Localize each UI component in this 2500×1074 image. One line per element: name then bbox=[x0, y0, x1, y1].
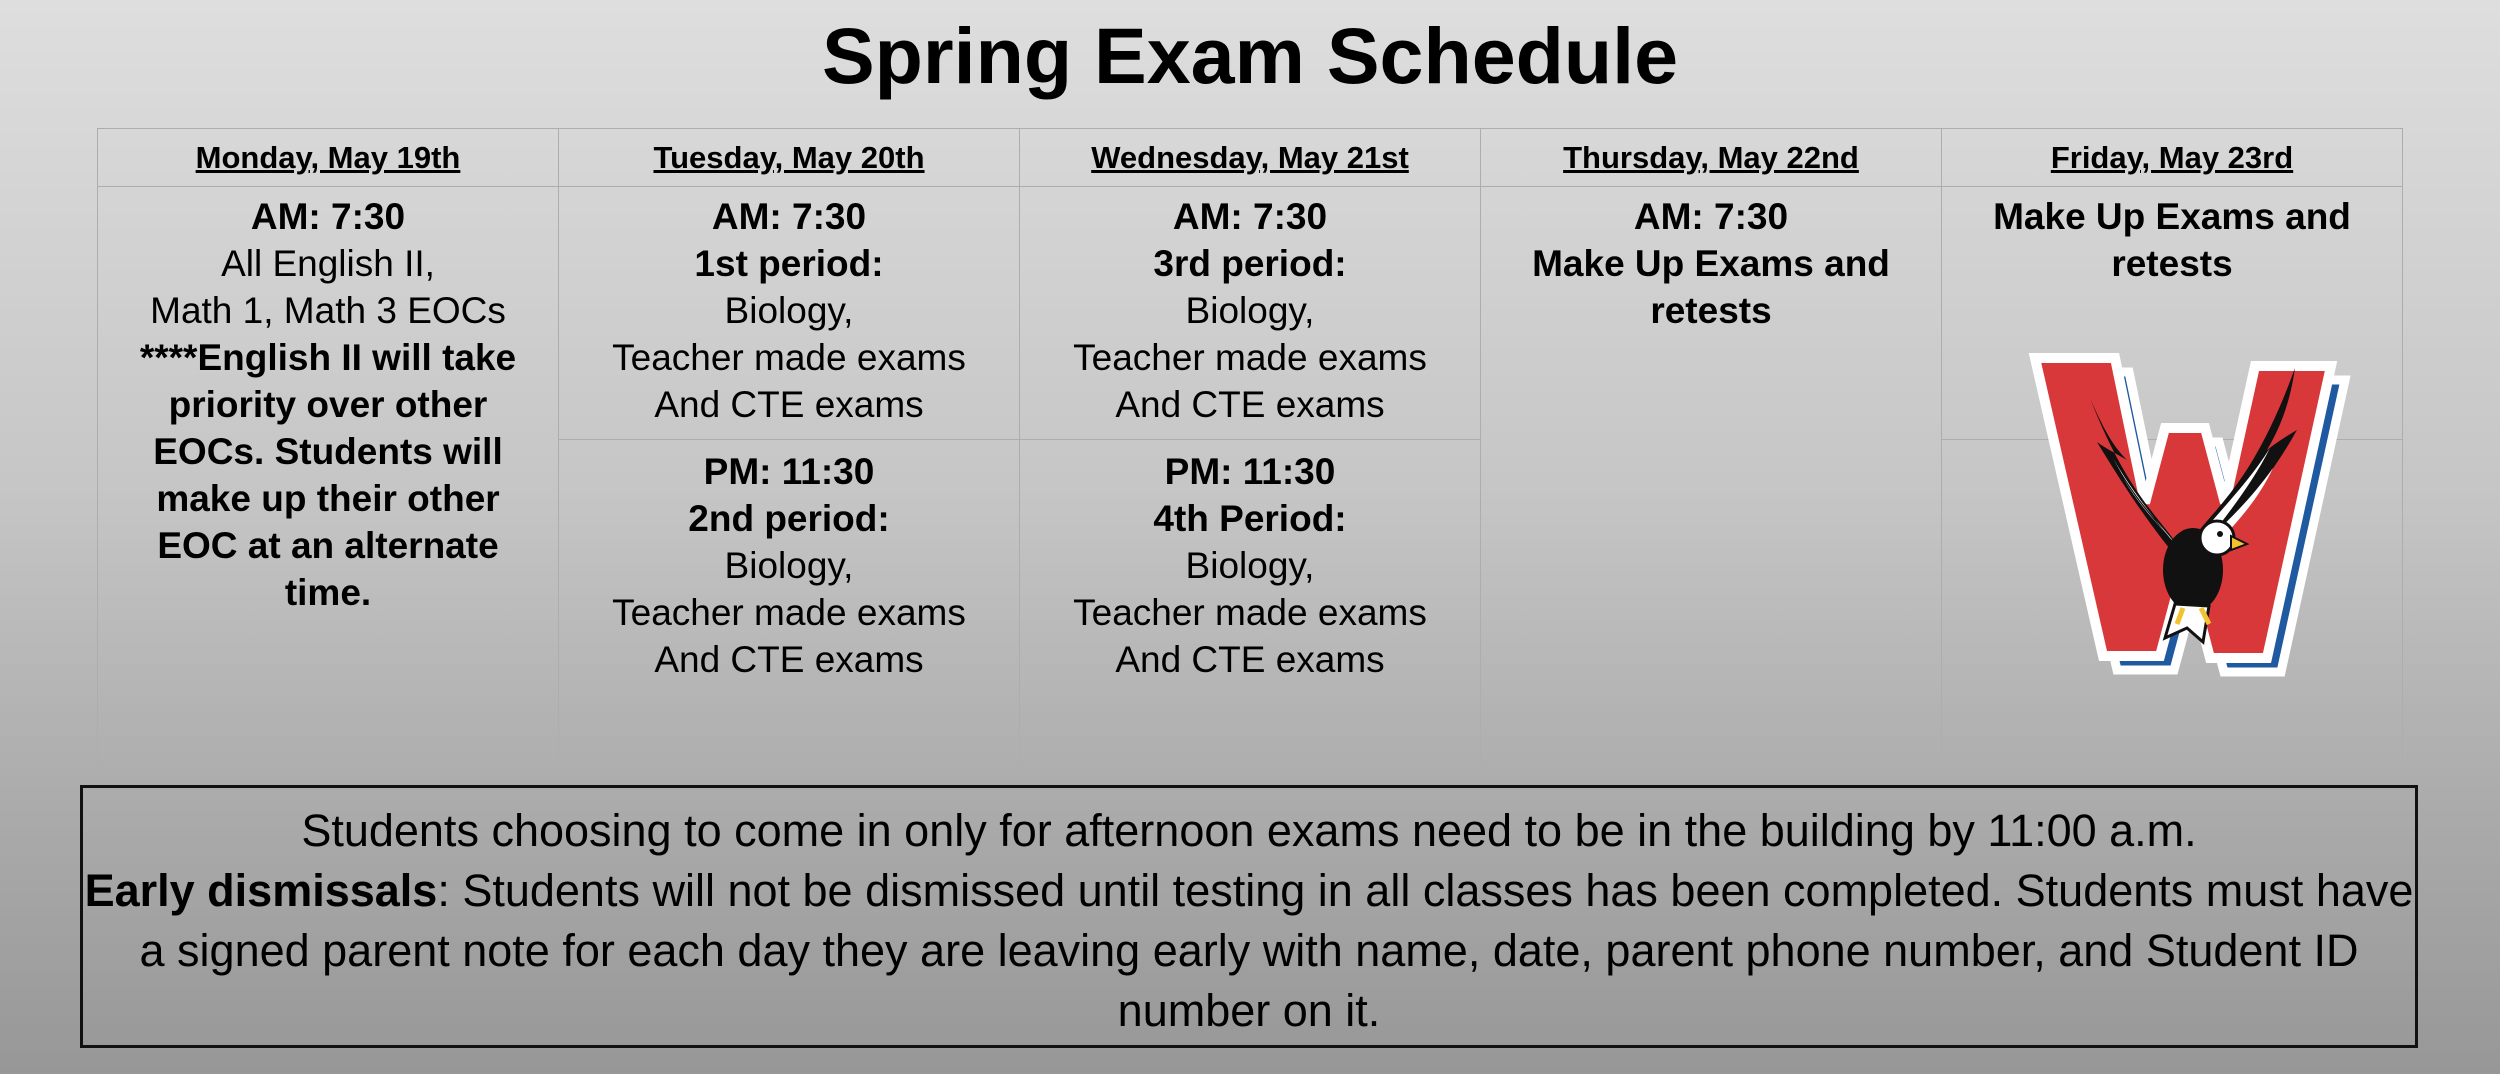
early-dismissals-text: : Students will not be dismissed until testing in all classes has been completed. Students must have a signed parent note for each day they are leaving early with name, date, parent phone number, and Student ID number on it. bbox=[139, 865, 2414, 1036]
monday-am-line: All English II, bbox=[221, 243, 435, 284]
wednesday-am-line: Teacher made exams bbox=[1073, 337, 1427, 378]
monday-am-line: Math 1, Math 3 EOCs bbox=[150, 290, 506, 331]
friday-makeup-text: Make Up Exams and retests bbox=[1993, 196, 2351, 284]
thursday-cell bbox=[1481, 187, 1942, 784]
thursday-makeup-text: Make Up Exams and retests bbox=[1532, 243, 1890, 331]
wednesday-pm-line: Teacher made exams bbox=[1073, 592, 1427, 633]
eagle-w-logo-icon bbox=[2005, 338, 2355, 693]
day-header-thursday: Thursday, May 22nd bbox=[1481, 129, 1942, 187]
wednesday-am-time: AM: 7:30 bbox=[1172, 196, 1328, 237]
afternoon-arrival-note: Students choosing to come in only for afternoon exams need to be in the building by 11:00 a.m. bbox=[301, 805, 2197, 856]
monday-am-time: AM: 7:30 bbox=[250, 196, 406, 237]
monday-cell bbox=[98, 187, 559, 784]
monday-priority-note: ****English II will take priority over other EOCs. Students will make up their other EOC at an alternate time. bbox=[139, 337, 517, 613]
day-header-wednesday: Wednesday, May 21st bbox=[1020, 129, 1481, 187]
wednesday-pm-line: Biology, bbox=[1185, 545, 1315, 586]
thursday-am-time: AM: 7:30 bbox=[1633, 196, 1789, 237]
tuesday-pm-period: 2nd period: bbox=[688, 498, 890, 539]
tuesday-pm-time: PM: 11:30 bbox=[703, 451, 875, 492]
wednesday-am-cell bbox=[1020, 187, 1481, 440]
tuesday-pm-line: And CTE exams bbox=[654, 639, 924, 680]
day-header-friday: Friday, May 23rd bbox=[1942, 129, 2403, 187]
day-header-tuesday: Tuesday, May 20th bbox=[559, 129, 1020, 187]
wednesday-am-line: And CTE exams bbox=[1115, 384, 1385, 425]
wednesday-pm-cell bbox=[1020, 440, 1481, 784]
tuesday-am-period: 1st period: bbox=[694, 243, 884, 284]
tuesday-am-cell bbox=[559, 187, 1020, 440]
tuesday-pm-line: Teacher made exams bbox=[612, 592, 966, 633]
day-header-monday: Monday, May 19th bbox=[98, 129, 559, 187]
early-dismissal-note bbox=[83, 861, 2415, 1041]
early-dismissals-label: Early dismissals bbox=[84, 865, 438, 916]
tuesday-am-line: Teacher made exams bbox=[612, 337, 966, 378]
header-row bbox=[98, 129, 2403, 187]
wednesday-am-period: 3rd period: bbox=[1153, 243, 1347, 284]
tuesday-pm-cell bbox=[559, 440, 1020, 784]
exam-notice-box bbox=[80, 785, 2418, 1048]
wednesday-pm-time: PM: 11:30 bbox=[1164, 451, 1336, 492]
wednesday-am-line: Biology, bbox=[1185, 290, 1315, 331]
tuesday-pm-line: Biology, bbox=[724, 545, 854, 586]
tuesday-am-line: And CTE exams bbox=[654, 384, 924, 425]
tuesday-am-line: Biology, bbox=[724, 290, 854, 331]
tuesday-am-time: AM: 7:30 bbox=[711, 196, 867, 237]
wednesday-pm-line: And CTE exams bbox=[1115, 639, 1385, 680]
wednesday-pm-period: 4th Period: bbox=[1153, 498, 1347, 539]
page-title: Spring Exam Schedule bbox=[821, 11, 1679, 100]
